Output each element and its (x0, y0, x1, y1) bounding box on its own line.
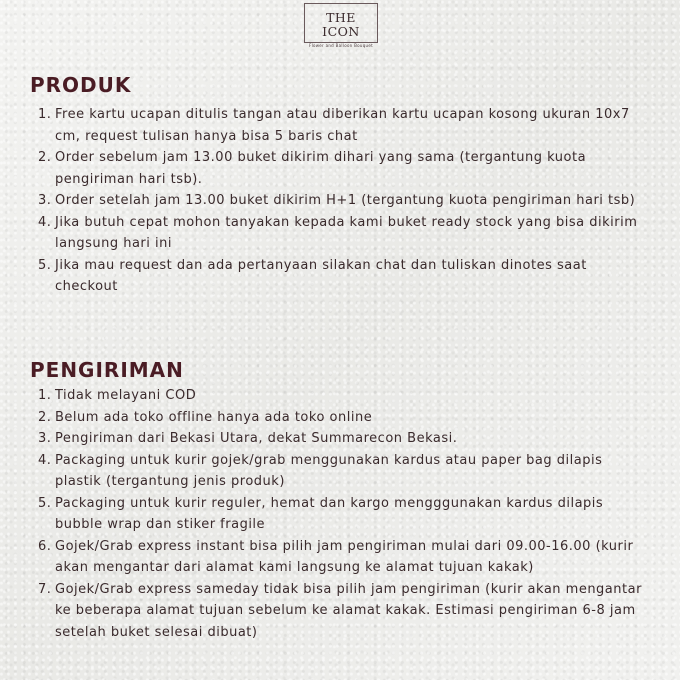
item-number: 1. (38, 388, 52, 403)
item-text: Order sebelum jam 13.00 buket dikirim dihari yang sama (tergantung kuota pengiriman hari tsb). (55, 150, 587, 187)
list-item (0, 212, 680, 255)
item-number: 3. (38, 431, 52, 446)
item-text: Jika mau request dan ada pertanyaan silakan chat dan tuliskan dinotes saat checkout (55, 257, 587, 294)
list-item (0, 450, 680, 493)
item-text: Packaging untuk kurir reguler, hemat dan kargo mengggunakan kardus dilapis bubble wrap dan stiker fragile (55, 495, 604, 532)
brand-logo (304, 3, 378, 48)
item-text: Gojek/Grab express sameday tidak bisa pilih jam pengiriman (kurir akan mengantar ke beberapa alamat tujuan sebelum ke alamat kakak. Estimasi pengiriman 6-8 jam setelah buket selesai dibuat) (55, 581, 642, 640)
list-item (0, 407, 680, 429)
logo-tagline: Flower and Balloon Bouquet (308, 43, 374, 48)
item-text: Tidak melayani COD (55, 388, 197, 403)
list-item (0, 493, 680, 536)
logo-name: THE ICON (322, 10, 360, 39)
item-number: 3. (38, 193, 52, 208)
item-text: Jika butuh cepat mohon tanyakan kepada kami buket ready stock yang bisa dikirim langsung hari ini (55, 214, 638, 251)
list-item (0, 104, 680, 147)
item-text: Free kartu ucapan ditulis tangan atau diberikan kartu ucapan kosong ukuran 10x7 cm, request tulisan hanya bisa 5 baris chat (55, 107, 630, 144)
pengiriman-list (0, 385, 680, 643)
item-number: 5. (38, 495, 52, 511)
pengiriman-heading: PENGIRIMAN (30, 358, 184, 382)
list-item (0, 190, 680, 212)
item-number: 7. (38, 581, 52, 597)
item-number: 2. (38, 150, 52, 165)
item-text: Pengiriman dari Bekasi Utara, dekat Summarecon Bekasi. (55, 431, 458, 446)
item-number: 5. (38, 257, 52, 273)
item-number: 4. (38, 214, 52, 230)
list-item (0, 255, 680, 298)
list-item (0, 579, 680, 644)
list-item (0, 536, 680, 579)
list-item (0, 147, 680, 190)
produk-heading: PRODUK (30, 73, 132, 97)
list-item (0, 428, 680, 450)
item-text: Belum ada toko offline hanya ada toko online (55, 409, 373, 425)
list-item (0, 385, 680, 407)
item-text: Order setelah jam 13.00 buket dikirim H+1 (tergantung kuota pengiriman hari tsb) (55, 193, 636, 208)
produk-list (0, 104, 680, 298)
item-text: Gojek/Grab express instant bisa pilih jam pengiriman mulai dari 09.00-16.00 (kurir akan mengantar dari alamat kami langsung ke alamat tujuan kakak) (55, 538, 634, 575)
item-number: 4. (38, 452, 52, 468)
item-number: 1. (38, 107, 52, 122)
item-number: 6. (38, 538, 52, 554)
item-number: 2. (38, 409, 52, 425)
item-text: Packaging untuk kurir gojek/grab menggunakan kardus atau paper bag dilapis plastik (tergantung jenis produk) (55, 452, 603, 489)
